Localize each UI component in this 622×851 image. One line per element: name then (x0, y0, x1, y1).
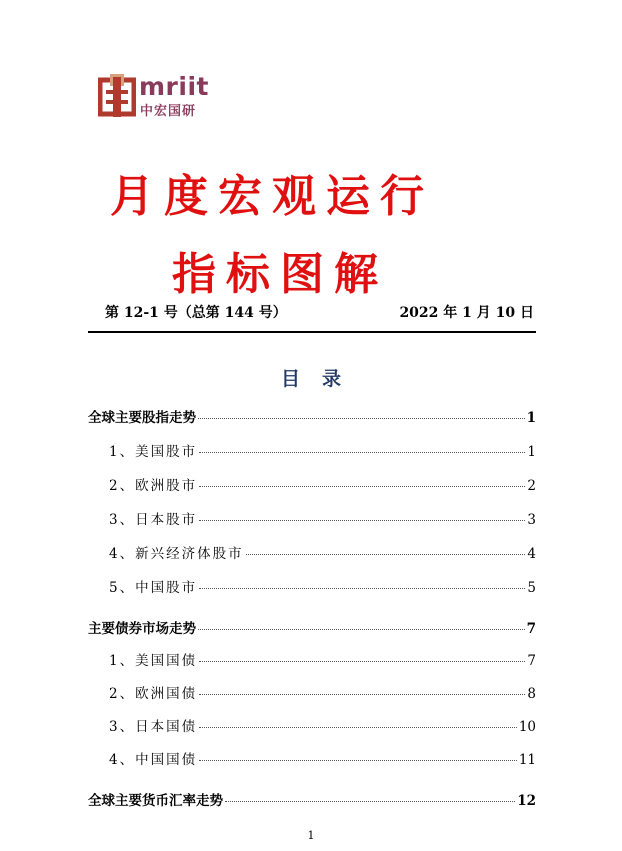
toc-leader-dots (199, 694, 525, 695)
toc-leader-dots (199, 452, 525, 453)
toc-subsection-entry[interactable] (88, 508, 536, 528)
toc-leader-dots (199, 760, 517, 761)
toc-entry-label: 3、日本股市 (109, 512, 198, 528)
toc-entry-label: 2、欧洲股市 (109, 478, 198, 494)
issue-date: 2022 年 1 月 10 日 (399, 305, 534, 321)
toc-entry-label: 4、中国国债 (109, 752, 198, 768)
toc-entry-page: 5 (527, 580, 536, 596)
toc-entry-label: 1、美国国债 (109, 653, 198, 669)
issue-number: 第 12-1 号（总第 144 号） (105, 305, 287, 321)
toc-entry-page: 8 (527, 686, 536, 702)
toc-entry-page: 3 (527, 512, 536, 528)
toc-entry-label: 全球主要股指走势 (88, 410, 196, 426)
toc-entry-label: 主要债券市场走势 (88, 621, 196, 637)
toc-entry-page: 2 (527, 478, 536, 494)
toc-subsection-entry[interactable] (88, 682, 536, 702)
toc-entry-page: 12 (517, 793, 536, 809)
toc-leader-dots (199, 727, 517, 728)
toc-leader-dots (199, 661, 525, 662)
toc-section-entry[interactable] (88, 617, 536, 637)
toc-subsection-entry[interactable] (88, 649, 536, 669)
toc-leader-dots (199, 588, 525, 589)
logo (98, 74, 216, 120)
toc-leader-dots (198, 629, 525, 630)
toc-leader-dots (199, 520, 525, 521)
toc-leader-dots (246, 554, 526, 555)
toc-entry-page: 4 (527, 546, 536, 562)
toc-leader-dots (225, 801, 515, 802)
page-number: 1 (307, 829, 315, 842)
toc-subsection-entry[interactable] (88, 748, 536, 768)
toc-entry-page: 7 (526, 621, 536, 637)
toc-entry-page: 10 (518, 719, 536, 735)
logo-subtitle: 中宏国研 (140, 104, 197, 119)
toc-entry-page: 7 (527, 653, 536, 669)
toc-leader-dots (199, 486, 525, 487)
toc-leader-dots (198, 418, 525, 419)
toc-entry-label: 1、美国股市 (109, 444, 198, 460)
toc-entry-label: 4、新兴经济体股市 (109, 546, 244, 562)
logo-mark-icon (98, 74, 136, 120)
report-title-line2: 指标图解 (172, 249, 388, 300)
header-rule (88, 331, 536, 333)
toc-subsection-entry[interactable] (88, 715, 536, 735)
toc-section-entry[interactable] (88, 789, 536, 809)
toc-subsection-entry[interactable] (88, 576, 536, 596)
toc-entry-page: 11 (518, 752, 536, 768)
toc-entry-label: 全球主要货币汇率走势 (88, 793, 223, 809)
logo-name: mriit (139, 72, 209, 101)
toc-subsection-entry[interactable] (88, 542, 536, 562)
toc-heading: 目录 (280, 368, 363, 390)
toc-section-entry[interactable] (88, 406, 536, 426)
report-title-line1: 月度宏观运行 (110, 171, 434, 222)
toc-entry-label: 2、欧洲国债 (109, 686, 198, 702)
toc-entry-page: 1 (526, 410, 536, 426)
toc-entry-page: 1 (527, 444, 536, 460)
toc-entry-label: 5、中国股市 (109, 580, 198, 596)
toc-subsection-entry[interactable] (88, 440, 536, 460)
toc-subsection-entry[interactable] (88, 474, 536, 494)
toc-entry-label: 3、日本国债 (109, 719, 198, 735)
